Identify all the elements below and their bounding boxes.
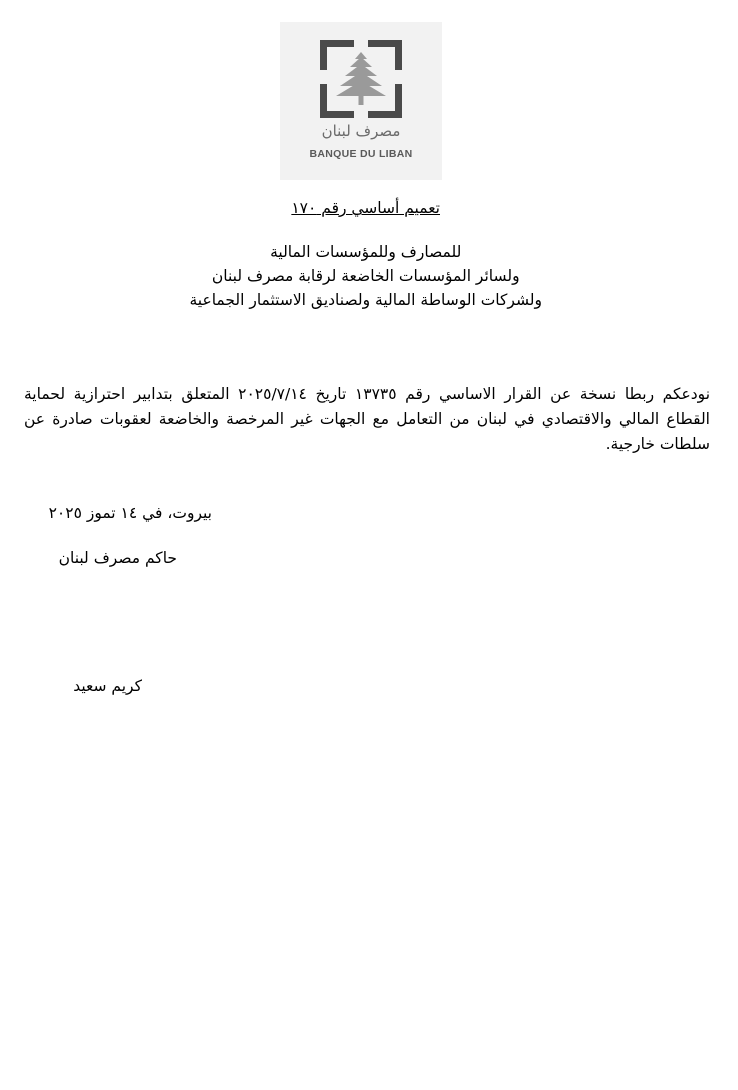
addressee-line: ولسائر المؤسسات الخاضعة لرقابة مصرف لبنان (211, 267, 520, 285)
logo-latin-wordmark: BANQUE DU LIBAN (309, 148, 413, 160)
signatory-name: كريم سعيد (73, 677, 142, 695)
bank-logo (280, 22, 442, 180)
logo-arabic-wordmark: مصرف لبنان (321, 122, 401, 140)
signatory-title: حاكم مصرف لبنان (58, 549, 177, 567)
cedar-logo-icon (320, 40, 402, 118)
addressee-line: للمصارف وللمؤسسات المالية (270, 243, 462, 261)
place-and-date: بيروت، في ١٤ تموز ٢٠٢٥ (48, 504, 212, 522)
circular-title: تعميم أساسي رقم ١٧٠ (291, 199, 440, 217)
body-paragraph: نودعكم ربطا نسخة عن القرار الاساسي رقم ١٣٧٣٥ تاريخ ٢٠٢٥/٧/١٤ المتعلق بتدابير احترازية لحماية القطاع المالي والاقتصادي في لبنان من التعامل مع الجهات غير المرخصة والخاضعة لعقوبات صادرة عن سلطات خارجية. (24, 385, 711, 453)
addressee-block (189, 240, 542, 312)
addressee-line: ولشركات الوساطة المالية ولصناديق الاستثمار الجماعية (189, 291, 542, 309)
